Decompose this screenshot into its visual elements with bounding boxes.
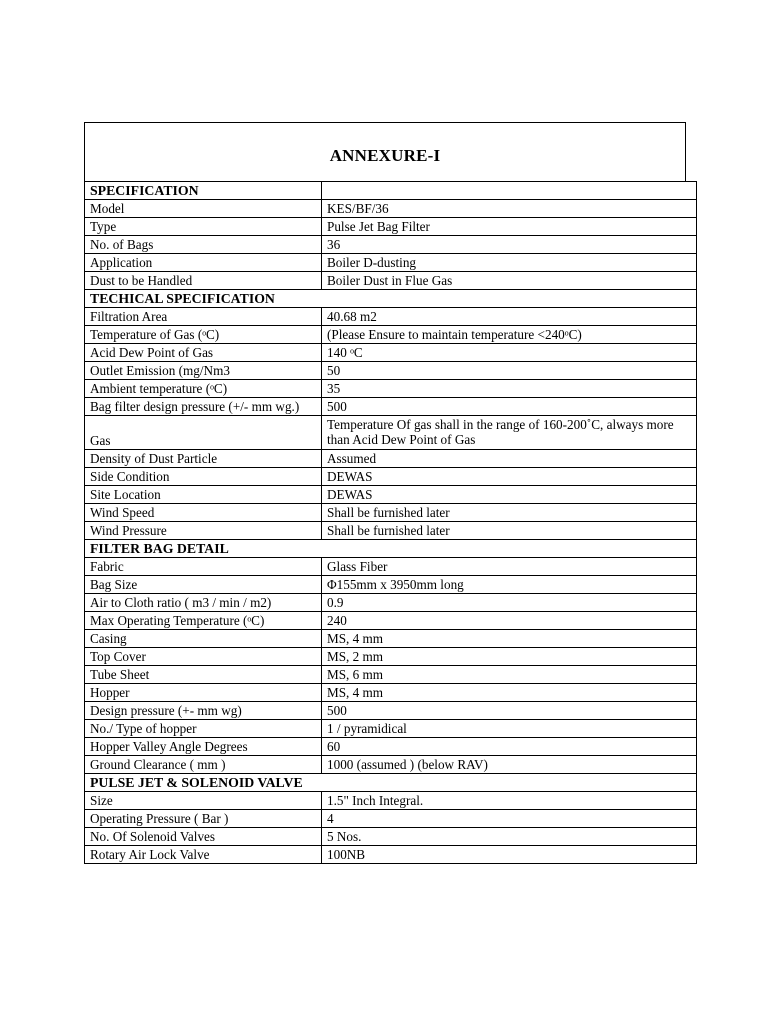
parameter-value: 1000 (assumed ) (below RAV) [322, 756, 697, 774]
section-header-row [85, 774, 697, 792]
parameter-label: Model [85, 200, 322, 218]
table-row [85, 702, 697, 720]
parameter-label: Gas [85, 416, 322, 450]
parameter-value: Temperature Of gas shall in the range of 160-200˚C, always more than Acid Dew Point of Gas [322, 416, 697, 450]
parameter-value: 1.5" Inch Integral. [322, 792, 697, 810]
section-title: PULSE JET & SOLENOID VALVE [85, 774, 697, 792]
parameter-label: No. Of Solenoid Valves [85, 828, 322, 846]
parameter-value: 5 Nos. [322, 828, 697, 846]
table-row [85, 720, 697, 738]
parameter-label: Size [85, 792, 322, 810]
parameter-value: 500 [322, 398, 697, 416]
parameter-label: Wind Speed [85, 504, 322, 522]
parameter-value: 140 ᵒC [322, 344, 697, 362]
parameter-value: Boiler Dust in Flue Gas [322, 272, 697, 290]
parameter-value: 500 [322, 702, 697, 720]
parameter-label: Application [85, 254, 322, 272]
table-row [85, 468, 697, 486]
section-title: TECHICAL SPECIFICATION [85, 290, 697, 308]
table-row [85, 254, 697, 272]
parameter-label: Side Condition [85, 468, 322, 486]
parameter-value: MS, 4 mm [322, 684, 697, 702]
parameter-value: 36 [322, 236, 697, 254]
parameter-value: MS, 2 mm [322, 648, 697, 666]
parameter-value: 1 / pyramidical [322, 720, 697, 738]
parameter-label: Fabric [85, 558, 322, 576]
section-title: FILTER BAG DETAIL [85, 540, 697, 558]
parameter-value: 0.9 [322, 594, 697, 612]
parameter-label: Hopper Valley Angle Degrees [85, 738, 322, 756]
parameter-label: Max Operating Temperature (ᵒC) [85, 612, 322, 630]
parameter-label: Tube Sheet [85, 666, 322, 684]
table-row [85, 576, 697, 594]
table-row [85, 344, 697, 362]
parameter-label: Design pressure (+- mm wg) [85, 702, 322, 720]
parameter-label: No. of Bags [85, 236, 322, 254]
parameter-value: Assumed [322, 450, 697, 468]
table-row [85, 612, 697, 630]
table-row [85, 326, 697, 344]
parameter-value: 50 [322, 362, 697, 380]
parameter-label: Temperature of Gas (ᵒC) [85, 326, 322, 344]
table-row [85, 594, 697, 612]
table-row [85, 272, 697, 290]
parameter-label: Acid Dew Point of Gas [85, 344, 322, 362]
parameter-label: Ground Clearance ( mm ) [85, 756, 322, 774]
table-row [85, 810, 697, 828]
table-row [85, 236, 697, 254]
section-header-row [85, 182, 697, 200]
parameter-value: 240 [322, 612, 697, 630]
parameter-value: KES/BF/36 [322, 200, 697, 218]
table-row [85, 666, 697, 684]
title-box [84, 122, 686, 182]
parameter-label: Ambient temperature (ᵒC) [85, 380, 322, 398]
parameter-label: Operating Pressure ( Bar ) [85, 810, 322, 828]
parameter-value [322, 182, 697, 200]
table-row [85, 450, 697, 468]
parameter-value: 100NB [322, 846, 697, 864]
parameter-value: Shall be furnished later [322, 522, 697, 540]
table-row [85, 416, 697, 450]
table-row [85, 218, 697, 236]
table-row [85, 362, 697, 380]
table-row [85, 792, 697, 810]
parameter-label: Hopper [85, 684, 322, 702]
specification-table-body [85, 182, 697, 864]
table-row [85, 756, 697, 774]
table-row [85, 648, 697, 666]
section-header-row [85, 290, 697, 308]
parameter-label: Top Cover [85, 648, 322, 666]
table-row [85, 846, 697, 864]
parameter-label: Density of Dust Particle [85, 450, 322, 468]
parameter-label: Wind Pressure [85, 522, 322, 540]
parameter-label: Site Location [85, 486, 322, 504]
parameter-value: Glass Fiber [322, 558, 697, 576]
parameter-value: MS, 6 mm [322, 666, 697, 684]
table-row [85, 738, 697, 756]
parameter-label: Bag Size [85, 576, 322, 594]
parameter-value: DEWAS [322, 468, 697, 486]
parameter-value: Boiler D-dusting [322, 254, 697, 272]
annexure-document [84, 122, 686, 864]
table-row [85, 828, 697, 846]
parameter-value: Shall be furnished later [322, 504, 697, 522]
table-row [85, 522, 697, 540]
parameter-label: Casing [85, 630, 322, 648]
section-title: SPECIFICATION [85, 182, 322, 200]
parameter-label: Rotary Air Lock Valve [85, 846, 322, 864]
parameter-label: Air to Cloth ratio ( m3 / min / m2) [85, 594, 322, 612]
parameter-value: MS, 4 mm [322, 630, 697, 648]
parameter-label: Type [85, 218, 322, 236]
parameter-label: Bag filter design pressure (+/- mm wg.) [85, 398, 322, 416]
parameter-value: DEWAS [322, 486, 697, 504]
parameter-label: Outlet Emission (mg/Nm3 [85, 362, 322, 380]
parameter-label: Filtration Area [85, 308, 322, 326]
section-header-row [85, 540, 697, 558]
table-row [85, 684, 697, 702]
parameter-value: 4 [322, 810, 697, 828]
table-row [85, 504, 697, 522]
parameter-value: 40.68 m2 [322, 308, 697, 326]
page-title: ANNEXURE-I [329, 146, 441, 165]
parameter-label: No./ Type of hopper [85, 720, 322, 738]
parameter-value: (Please Ensure to maintain temperature <240ᵒC) [322, 326, 697, 344]
specification-table [84, 181, 697, 864]
parameter-value: 35 [322, 380, 697, 398]
table-row [85, 380, 697, 398]
table-row [85, 630, 697, 648]
parameter-value: Pulse Jet Bag Filter [322, 218, 697, 236]
parameter-value: 60 [322, 738, 697, 756]
table-row [85, 558, 697, 576]
parameter-label: Dust to be Handled [85, 272, 322, 290]
table-row [85, 486, 697, 504]
table-row [85, 398, 697, 416]
parameter-value: Φ155mm x 3950mm long [322, 576, 697, 594]
table-row [85, 308, 697, 326]
table-row [85, 200, 697, 218]
